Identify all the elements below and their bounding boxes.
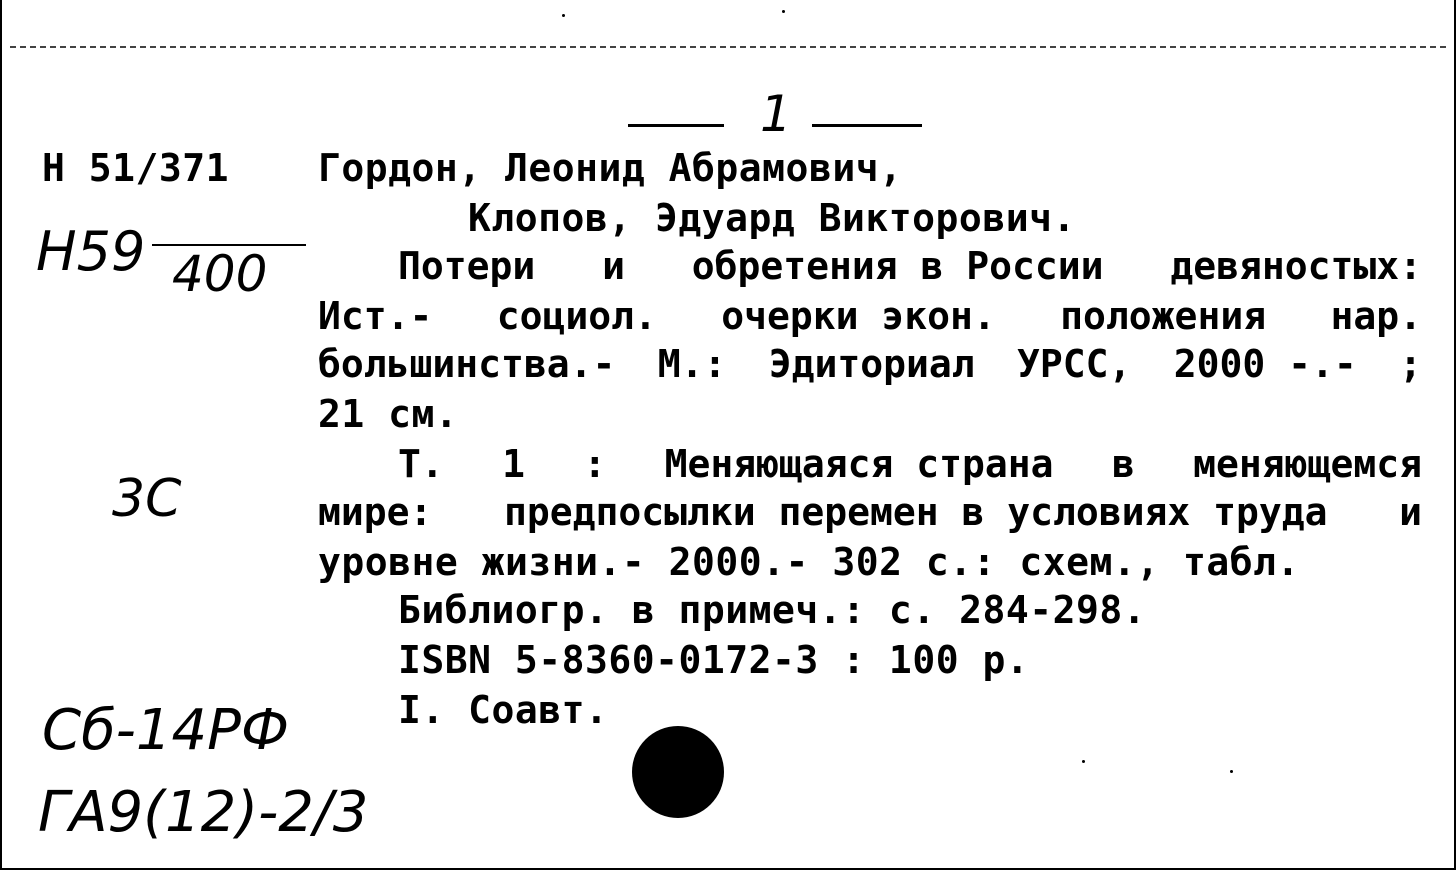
author-line: Гордон, Леонид Абрамович, xyxy=(318,146,903,190)
speck xyxy=(562,14,565,17)
handwritten-classmark-bottom: 400 xyxy=(172,245,268,303)
volume-word: 1 xyxy=(502,442,526,486)
volume-word: Меняющаяся страна xyxy=(664,442,1054,486)
speck xyxy=(1230,770,1233,773)
title-line-3 xyxy=(318,338,1422,390)
number-left-dash xyxy=(628,124,724,127)
title-word: положения xyxy=(1060,294,1267,338)
isbn-line: ISBN 5-8360-0172-3 : 100 р. xyxy=(398,638,1030,682)
card-number: 1 xyxy=(760,85,792,143)
speck xyxy=(782,10,785,13)
title-line-1 xyxy=(398,240,1422,292)
perforation-line xyxy=(10,46,1446,48)
title-word: Ист.- xyxy=(318,294,433,338)
volume-word: меняющемся xyxy=(1193,442,1422,486)
bibliography-note: Библиогр. в примеч.: с. 284-298. xyxy=(398,588,1147,632)
volume-word: в xyxy=(1111,442,1135,486)
volume-line-2 xyxy=(318,486,1422,538)
volume-line-1 xyxy=(398,438,1422,490)
speck xyxy=(1082,760,1085,763)
size-line: 21 см. xyxy=(318,392,459,436)
coauthor-line: Клопов, Эдуард Викторович. xyxy=(468,196,1076,240)
title-word: УРСС, xyxy=(1017,342,1132,386)
handwritten-classmark-top: Н59 xyxy=(36,220,146,283)
title-word: большинства.- xyxy=(318,342,616,386)
added-entry: I. Соавт. xyxy=(398,688,609,732)
title-word: обретения в России xyxy=(691,244,1104,288)
handwritten-mark-3c: 3С xyxy=(112,469,182,529)
title-word: 2000 -.- xyxy=(1173,342,1357,386)
title-word: нар. xyxy=(1330,294,1422,338)
volume-word: предпосылки перемен в условиях труда xyxy=(503,490,1328,534)
number-right-dash xyxy=(812,124,922,127)
handwritten-note-2: ГА9(12)-2/3 xyxy=(38,780,369,845)
punch-hole xyxy=(632,726,724,818)
title-line-2 xyxy=(318,290,1422,342)
title-word: и xyxy=(602,244,625,288)
title-word: М.: xyxy=(657,342,727,386)
volume-word: мире: xyxy=(318,490,433,534)
title-word: Эдиториал xyxy=(768,342,975,386)
volume-word: и xyxy=(1399,490,1422,534)
volume-word: : xyxy=(583,442,607,486)
shelfmark: Н 51/371 xyxy=(42,146,230,190)
title-word: социол. xyxy=(496,294,657,338)
handwritten-note-1: Сб-14РФ xyxy=(42,698,290,763)
title-word: ; xyxy=(1399,342,1422,386)
volume-word: Т. xyxy=(398,442,444,486)
title-word: очерки экон. xyxy=(721,294,996,338)
volume-line-3: уровне жизни.- 2000.- 302 с.: схем., табл. xyxy=(318,540,1300,584)
title-word: Потери xyxy=(398,244,536,288)
title-word: девяностых: xyxy=(1170,244,1422,288)
